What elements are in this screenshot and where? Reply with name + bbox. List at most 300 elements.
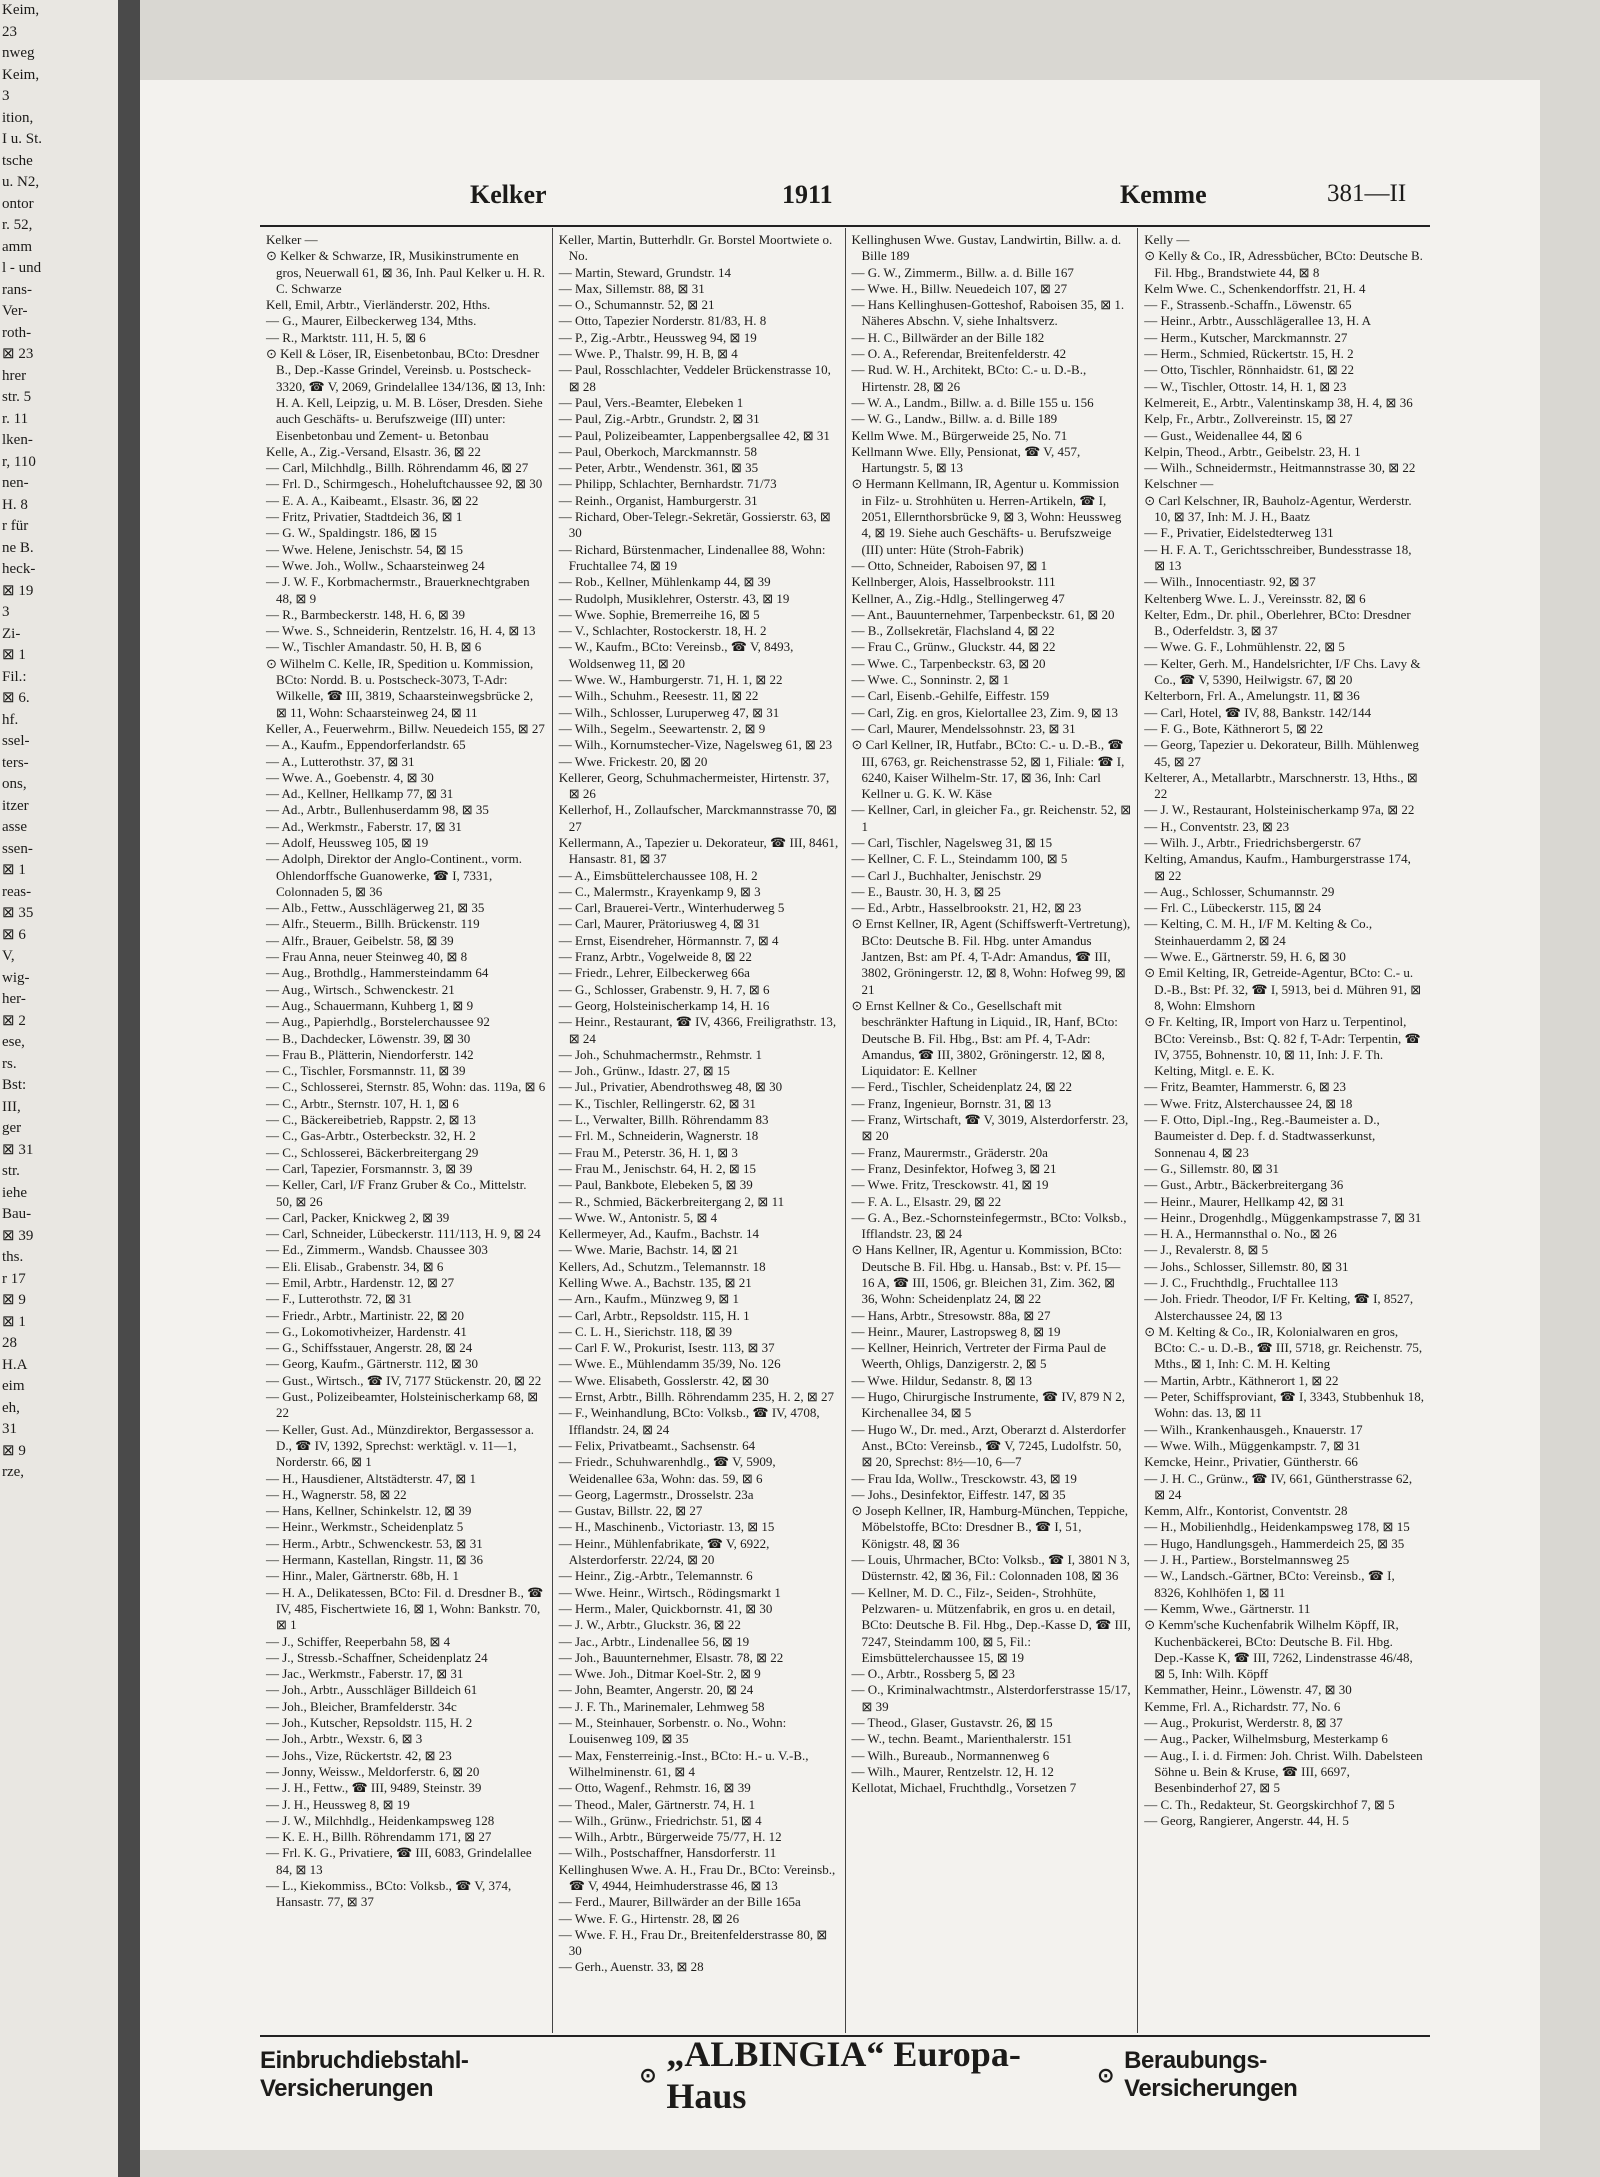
directory-entry: — Hermann, Kastellan, Ringstr. 11, ⊠ 36 bbox=[266, 1552, 483, 1568]
directory-entry: — Carl, Eisenb.-Gehilfe, Eiffestr. 159 bbox=[851, 688, 1050, 704]
directory-entry: — Rudolph, Musiklehrer, Osterstr. 43, ⊠ 19 bbox=[558, 590, 790, 606]
previous-page-fragment: ⊠ 6 bbox=[2, 926, 26, 943]
previous-page-fragment: hrer bbox=[2, 367, 27, 384]
previous-page-fragment: r. 11 bbox=[2, 410, 29, 427]
directory-entry: — Wwe. F. G., Hirtenstr. 28, ⊠ 26 bbox=[558, 1910, 740, 1926]
directory-entry: — Aug., Schlosser, Schumannstr. 29 bbox=[1144, 883, 1335, 899]
previous-page-fragment: 31 bbox=[2, 1421, 17, 1437]
previous-page-fragment: rans- bbox=[2, 281, 32, 298]
directory-entry: — Wwe. C., Sonninstr. 2, ⊠ 1 bbox=[851, 672, 1010, 688]
previous-page-fragment: r, 110 bbox=[2, 453, 36, 470]
previous-page-fragment: lken- bbox=[2, 432, 33, 448]
directory-entry: — Wwe. Fritz, Tresckowstr. 41, ⊠ 19 bbox=[851, 1177, 1049, 1193]
directory-entry: Kelpin, Theod., Arbtr., Geibelstr. 23, H. 1 bbox=[1144, 443, 1361, 459]
directory-entry: — Reinh., Organist, Hamburgerstr. 31 bbox=[558, 492, 758, 508]
previous-page-fragment: H. 8 bbox=[2, 496, 28, 513]
previous-page-strip bbox=[0, 0, 118, 2177]
directory-entry: — Herm., Schmied, Rückertstr. 15, H. 2 bbox=[1144, 346, 1354, 362]
footer-symbol-right: ⊙ bbox=[1097, 2064, 1115, 2087]
footer-right-ad: Beraubungs-Versicherungen bbox=[1124, 2047, 1298, 2102]
directory-entry: — J. W., Restaurant, Holsteinischerkamp 97a, ⊠ 22 bbox=[1144, 802, 1415, 818]
directory-entry: — H., Hausdiener, Altstädterstr. 47, ⊠ 1 bbox=[266, 1470, 477, 1486]
directory-entry: Kellinghusen Wwe. Gustav, Landwirtin, Billw. a. d. Bille 189 bbox=[851, 232, 1122, 264]
directory-entry: Kelter, Edm., Dr. phil., Oberlehrer, BCto: Dresdner B., Oderfeldstr. 3, ⊠ 37 bbox=[1144, 606, 1411, 639]
previous-page-fragment: ⊠ 9 bbox=[2, 1442, 26, 1459]
previous-page-fragment: ssen- bbox=[2, 840, 33, 857]
directory-entry: — Alfr., Steuerm., Billh. Brückenstr. 119 bbox=[266, 916, 480, 932]
column-3 bbox=[846, 228, 1139, 2033]
directory-entry: — J. C., Fruchthdlg., Fruchtallee 113 bbox=[1144, 1275, 1339, 1290]
directory-entry: — Frau M., Peterstr. 36, H. 1, ⊠ 3 bbox=[558, 1144, 738, 1160]
directory-entry: — Philipp, Schlachter, Bernhardstr. 71/73 bbox=[558, 476, 777, 492]
directory-entry: — K. E. H., Billh. Röhrendamm 171, ⊠ 27 bbox=[266, 1829, 492, 1845]
directory-entry: — Gust., Polizeibeamter, Holsteinischerkamp 68, ⊠ 22 bbox=[266, 1389, 539, 1421]
directory-entry: — R., Marktstr. 111, H. 5, ⊠ 6 bbox=[266, 329, 426, 345]
previous-page-fragment: ontor bbox=[2, 195, 34, 212]
directory-entry: — W., Landsch.-Gärtner, BCto: Vereinsb., ☎ I, 8326, Kohlhöfen 1, ⊠ 11 bbox=[1144, 1568, 1395, 1600]
advertisement-footer bbox=[260, 2034, 1430, 2116]
directory-entry: — J., Stressb.-Schaffner, Scheidenplatz 24 bbox=[266, 1649, 488, 1665]
directory-entry: — W. G., Landw., Billw. a. d. Bille 189 bbox=[851, 411, 1058, 427]
directory-entry: — Peter, Arbtr., Wendenstr. 361, ⊠ 35 bbox=[558, 460, 759, 476]
previous-page-fragment: str. 5 bbox=[2, 389, 32, 405]
directory-entry: — Hugo W., Dr. med., Arzt, Oberarzt d. Alsterdorfer Anst., BCto: Vereinsb., ☎ V, 7245, Ludolfstr. 50, ⊠ 20, Sprechst: 8½—10, 6—7 bbox=[851, 1421, 1126, 1470]
directory-entry: — Joh., Bauunternehmer, Elsastr. 78, ⊠ 22 bbox=[558, 1649, 784, 1665]
directory-entry: — Richard, Bürstenmacher, Lindenallee 88, Wohn: Fruchtallee 74, ⊠ 19 bbox=[558, 541, 826, 573]
directory-entry: — Aug., Schauermann, Kuhberg 1, ⊠ 9 bbox=[266, 997, 474, 1013]
previous-page-fragment: rze, bbox=[2, 1464, 25, 1480]
directory-entry: — Richard, Ober-Telegr.-Sekretär, Gossierstr. 63, ⊠ 30 bbox=[558, 509, 831, 541]
directory-entry: — Frl. C., Lübeckerstr. 115, ⊠ 24 bbox=[1144, 900, 1322, 916]
directory-entry: — Aug., Brothdlg., Hammersteindamm 64 bbox=[266, 965, 489, 981]
directory-entry: — John, Beamter, Angerstr. 20, ⊠ 24 bbox=[558, 1682, 754, 1698]
directory-entry: — V., Schlachter, Rostockerstr. 18, H. 2 bbox=[558, 623, 767, 639]
previous-page-fragment: eh, bbox=[2, 1399, 20, 1416]
previous-page-fragment: itzer bbox=[2, 797, 29, 814]
header-last-entry: Kemme bbox=[1120, 180, 1207, 209]
directory-entry: — Paul, Oberkoch, Marckmannstr. 58 bbox=[558, 443, 757, 459]
directory-entry: — Wwe. S., Schneiderin, Rentzelstr. 16, H. 4, ⊠ 13 bbox=[266, 623, 536, 639]
directory-entry: ⊙ Emil Kelting, IR, Getreide-Agentur, BCto: C.- u. D.-B., Bst: Pf. 32, ☎ I, 5913, bei d. Mühren 91, ⊠ 8, Wohn: Elmshorn bbox=[1144, 965, 1422, 1013]
directory-entry: — G. A., Bez.-Schornsteinfegermstr., BCto: Volksb., Ifflandstr. 23, ⊠ 24 bbox=[851, 1209, 1127, 1242]
directory-entry: — Paul, Vers.-Beamter, Elebeken 1 bbox=[558, 394, 744, 410]
directory-entry: — Wwe. Hildur, Sedanstr. 8, ⊠ 13 bbox=[851, 1372, 1033, 1388]
directory-entry: — Heinr., Drogenhdlg., Müggenkampstrasse 7, ⊠ 31 bbox=[1144, 1209, 1422, 1225]
directory-entry: — Hinr., Maler, Gärtnerstr. 68b, H. 1 bbox=[266, 1568, 460, 1584]
directory-entry: — Jonny, Weissw., Meldorferstr. 6, ⊠ 20 bbox=[266, 1763, 480, 1779]
previous-page-fragment: ition, bbox=[2, 109, 34, 126]
directory-entry: — Frau B., Plätterin, Niendorferstr. 142 bbox=[266, 1046, 474, 1062]
footer-center-ad: „ALBINGIA“ Europa-Haus bbox=[666, 2034, 1021, 2116]
directory-entry: — Wwe. Frickestr. 20, ⊠ 20 bbox=[558, 753, 708, 769]
directory-entry: — Kellner, M. D. C., Filz-, Seiden-, Strohhüte, Pelzwaren- u. Mützenfabrik, en gros u. en detail, BCto: Deutsche B. Fil. Hbg., Dep.-Kasse D, ☎ III, 7247, Steindamm 100, ⊠ 5, Fil.: Eimsbüttelerchaussee 15, ⊠ 19 bbox=[851, 1584, 1131, 1665]
directory-entry: — Heinr., Maurer, Hellkamp 42, ⊠ 31 bbox=[1144, 1193, 1345, 1209]
directory-entry: — Johs., Desinfektor, Eiffestr. 147, ⊠ 35 bbox=[851, 1486, 1066, 1502]
directory-entry: — Jul., Privatier, Abendrothsweg 48, ⊠ 30 bbox=[558, 1079, 783, 1095]
directory-entry: — W. A., Landm., Billw. a. d. Bille 155 u. 156 bbox=[851, 394, 1094, 410]
directory-entry: — K., Tischler, Rellingerstr. 62, ⊠ 31 bbox=[558, 1095, 756, 1111]
directory-entry: — Joh., Arbtr., Ausschläger Billdeich 61 bbox=[266, 1682, 478, 1698]
directory-entry: — Friedr., Arbtr., Martinistr. 22, ⊠ 20 bbox=[266, 1307, 464, 1323]
directory-entry: — J. H., Heussweg 8, ⊠ 19 bbox=[266, 1796, 410, 1812]
directory-entry: — Frau Anna, neuer Steinweg 40, ⊠ 8 bbox=[266, 949, 468, 965]
directory-entry: — J. W. F., Korbmachermstr., Brauerknechtgraben 48, ⊠ 9 bbox=[266, 574, 530, 606]
directory-entry: — W., Tischler, Ottostr. 14, H. 1, ⊠ 23 bbox=[1144, 378, 1347, 394]
directory-entry: — Gust., Arbtr., Bäckerbreitergang 36 bbox=[1144, 1177, 1344, 1193]
directory-entry: — Ferd., Maurer, Billwärder an der Bille 165a bbox=[558, 1894, 801, 1910]
directory-entry: — R., Barmbeckerstr. 148, H. 6, ⊠ 39 bbox=[266, 606, 466, 622]
directory-entry: — Johs., Schlosser, Sillemstr. 80, ⊠ 31 bbox=[1144, 1258, 1349, 1274]
directory-entry: — Wwe. Wilh., Müggenkampstr. 7, ⊠ 31 bbox=[1144, 1437, 1361, 1453]
directory-entry: — Max, Sillemstr. 88, ⊠ 31 bbox=[558, 280, 705, 296]
directory-entry: ⊙ Carl Kelschner, IR, Bauholz-Agentur, Werderstr. 10, ⊠ 37, Inh: M. J. H., Baatz bbox=[1144, 492, 1412, 525]
directory-entry: — Franz, Desinfektor, Hofweg 3, ⊠ 21 bbox=[851, 1160, 1057, 1176]
directory-entry: — L., Verwalter, Billh. Röhrendamm 83 bbox=[558, 1112, 769, 1128]
directory-entry: — Frl. K. G., Privatiere, ☎ III, 6083, Grindelallee 84, ⊠ 13 bbox=[266, 1845, 532, 1877]
directory-entry: — O., Kriminalwachtmstr., Alsterdorferstrasse 15/17, ⊠ 39 bbox=[851, 1682, 1131, 1714]
previous-page-fragment: r für bbox=[2, 518, 29, 534]
directory-entry: — Max, Fensterreinig.-Inst., BCto: H.- u. V.-B., Wilhelminenstr. 61, ⊠ 4 bbox=[558, 1747, 809, 1779]
directory-entry: — Wilh., Schuhm., Reesestr. 11, ⊠ 22 bbox=[558, 688, 759, 704]
directory-entry: — Herm., Kutscher, Marckmannstr. 27 bbox=[1144, 329, 1348, 345]
directory-entry: Kelly — bbox=[1144, 232, 1190, 247]
directory-entry: — C., Malermstr., Krayenkamp 9, ⊠ 3 bbox=[558, 883, 761, 899]
directory-entry: — Hans, Kellner, Schinkelstr. 12, ⊠ 39 bbox=[266, 1503, 472, 1519]
directory-entry: — Alb., Fettw., Ausschlägerweg 21, ⊠ 35 bbox=[266, 900, 485, 916]
previous-page-fragment: Keim, bbox=[2, 2, 40, 18]
previous-page-fragment: I u. St. bbox=[2, 131, 43, 147]
previous-page-fragment: III, bbox=[2, 1098, 21, 1115]
directory-entry: — C., Arbtr., Sternstr. 107, H. 1, ⊠ 6 bbox=[266, 1095, 459, 1111]
directory-entry: — Wwe. E., Mühlendamm 35/39, No. 126 bbox=[558, 1356, 781, 1372]
directory-entry: — B., Dachdecker, Löwenstr. 39, ⊠ 30 bbox=[266, 1030, 471, 1046]
previous-page-fragment: Bst: bbox=[2, 1077, 27, 1093]
directory-entry: Kellmann Wwe. Elly, Pensionat, ☎ V, 457, Hartungstr. 5, ⊠ 13 bbox=[851, 443, 1081, 476]
directory-entry: ⊙ Hans Kellner, IR, Agentur u. Kommission, BCto: Deutsche B. Fil. Hbg. u. Hansab., Bst: v. Pf. 15—16 A, ☎ III, 1506, gr. Bleichen 31, Zim. 362, ⊠ 36, Wohn: Scheidenplatz 24, ⊠ 22 bbox=[851, 1242, 1123, 1307]
directory-entry: — Wwe. Helene, Jenischstr. 54, ⊠ 15 bbox=[266, 541, 463, 557]
directory-entry: — Kellner, Carl, in gleicher Fa., gr. Reichenstr. 52, ⊠ 1 bbox=[851, 802, 1132, 834]
directory-entry: Kellm Wwe. M., Bürgerweide 25, No. 71 bbox=[851, 427, 1068, 443]
previous-page-fragment: ⊠ 19 bbox=[2, 582, 34, 599]
directory-entry: — C. L. H., Sierichstr. 118, ⊠ 39 bbox=[558, 1323, 733, 1339]
directory-entry: Kelting, Amandus, Kaufm., Hamburgerstrasse 174, ⊠ 22 bbox=[1144, 851, 1411, 883]
directory-entry: — Carl, Packer, Knickweg 2, ⊠ 39 bbox=[266, 1209, 450, 1225]
page-number: 381—II bbox=[1327, 180, 1407, 207]
previous-page-fragment: ⊠ 23 bbox=[2, 346, 34, 362]
previous-page-fragment: ⊠ 1 bbox=[2, 647, 26, 663]
previous-page-fragment: ons, bbox=[2, 776, 27, 792]
directory-entry: — G., Maurer, Eilbeckerweg 134, Mths. bbox=[266, 313, 477, 329]
directory-entry: — Gust., Wirtsch., ☎ IV, 7177 Stückenstr. 20, ⊠ 22 bbox=[266, 1372, 542, 1388]
directory-entry: — Georg, Kaufm., Gärtnerstr. 112, ⊠ 30 bbox=[266, 1356, 478, 1372]
directory-entry: Kellers, Ad., Schutzm., Telemannstr. 18 bbox=[558, 1258, 766, 1274]
directory-entry: — Wilh., Arbtr., Bürgerweide 75/77, H. 12 bbox=[558, 1829, 782, 1845]
directory-entry: — C., Gas-Arbtr., Osterbeckstr. 32, H. 2 bbox=[266, 1128, 476, 1144]
directory-entry: — Carl, Milchhdlg., Billh. Röhrendamm 46, ⊠ 27 bbox=[266, 460, 529, 476]
directory-entry: — O. A., Referendar, Breitenfelderstr. 42 bbox=[851, 346, 1067, 362]
directory-entry: — Kelting, C. M. H., I/F M. Kelting & Co., Steinhauerdamm 2, ⊠ 24 bbox=[1144, 916, 1373, 948]
directory-entry: — L., Kiekommiss., BCto: Volksb., ☎ V, 374, Hansastr. 77, ⊠ 37 bbox=[266, 1877, 512, 1910]
directory-entry: — M., Steinhauer, Sorbenstr. o. No., Wohn: Louisenweg 109, ⊠ 35 bbox=[558, 1715, 787, 1747]
directory-entry: — Keller, Carl, I/F Franz Gruber & Co., Mittelstr. 50, ⊠ 26 bbox=[266, 1177, 527, 1209]
directory-entry: — Wwe. Joh., Wollw., Schaarsteinweg 24 bbox=[266, 557, 485, 573]
directory-entry: ⊙ Kelly & Co., IR, Adressbücher, BCto: Deutsche B. Fil. Hbg., Brandstwiete 44, ⊠ 8 bbox=[1144, 248, 1423, 280]
directory-entry: — F., Privatier, Eidelstedterweg 131 bbox=[1144, 525, 1334, 541]
directory-entry: — A., Eimsbüttelerchaussee 108, H. 2 bbox=[558, 867, 758, 883]
directory-entry: — Johs., Vize, Rückertstr. 42, ⊠ 23 bbox=[266, 1747, 452, 1763]
footer-left-ad: Einbruchdiebstahl-Versicherungen bbox=[260, 2047, 469, 2102]
directory-entry: — Ed., Arbtr., Hasselbrookstr. 21, H2, ⊠ 23 bbox=[851, 900, 1082, 916]
directory-entry: — Ant., Bauunternehmer, Tarpenbeckstr. 61, ⊠ 20 bbox=[851, 606, 1115, 622]
directory-entry: — F., Lutterothstr. 72, ⊠ 31 bbox=[266, 1291, 412, 1307]
directory-entry: Keltenberg Wwe. L. J., Vereinsstr. 82, ⊠ 6 bbox=[1144, 590, 1366, 606]
directory-entry: — Alfr., Brauer, Geibelstr. 58, ⊠ 39 bbox=[266, 932, 454, 948]
directory-entry: — Keller, Gust. Ad., Münzdirektor, Bergassessor a. D., ☎ IV, 1392, Sprechst: werktägl. v. 11—1, Norderstr. 66, ⊠ 1 bbox=[266, 1421, 535, 1470]
directory-entry: — Ed., Zimmerm., Wandsb. Chaussee 303 bbox=[266, 1242, 488, 1258]
directory-entry: — Carl, Tischler, Nagelsweg 31, ⊠ 15 bbox=[851, 834, 1053, 850]
directory-entry: — O., Schumannstr. 52, ⊠ 21 bbox=[558, 297, 715, 313]
directory-entry: — Franz, Arbtr., Vogelweide 8, ⊠ 22 bbox=[558, 949, 752, 965]
directory-entry: — Carl, Brauerei-Vertr., Winterhuderweg 5 bbox=[558, 900, 785, 916]
directory-entry: — Arn., Kaufm., Münzweg 9, ⊠ 1 bbox=[558, 1291, 739, 1307]
directory-entry: — Heinr., Werkmstr., Scheidenplatz 5 bbox=[266, 1519, 464, 1535]
directory-entry: Kemcke, Heinr., Privatier, Güntherstr. 66 bbox=[1144, 1454, 1358, 1470]
directory-entry: — Carl, Tapezier, Forsmannstr. 3, ⊠ 39 bbox=[266, 1160, 473, 1176]
directory-entry: — E. A. A., Kaibeamt., Elsastr. 36, ⊠ 22 bbox=[266, 492, 479, 508]
previous-page-fragment: amm bbox=[2, 238, 32, 255]
directory-entry: — J. W., Milchhdlg., Heidenkampsweg 128 bbox=[266, 1812, 495, 1828]
directory-entry: — Wwe. Fritz, Alsterchaussee 24, ⊠ 18 bbox=[1144, 1095, 1353, 1111]
directory-entry: — Fritz, Beamter, Hammerstr. 6, ⊠ 23 bbox=[1144, 1079, 1346, 1095]
directory-entry: — Wwe. C., Tarpenbeckstr. 63, ⊠ 20 bbox=[851, 655, 1046, 671]
directory-entry: — Carl, Maurer, Prätoriusweg 4, ⊠ 31 bbox=[558, 916, 761, 932]
directory-entry: ⊙ Carl Kellner, IR, Hutfabr., BCto: C.- u. D.-B., ☎ III, 6763, gr. Reichenstrasse 52, ⊠ 1, Filiale: ☎ I, 6240, Kaiser Wilhelm-Str. 17, ⊠ 36, Inh: Carl Kellner u. G. K. W. Käse bbox=[851, 737, 1125, 802]
directory-entry: — Wilh., Grünw., Friedrichstr. 51, ⊠ 4 bbox=[558, 1812, 762, 1828]
directory-entry: — Frau Ida, Wollw., Tresckowstr. 43, ⊠ 19 bbox=[851, 1470, 1077, 1486]
previous-page-fragment: H.A bbox=[2, 1356, 28, 1373]
directory-entry: — Wwe. A., Goebenstr. 4, ⊠ 30 bbox=[266, 769, 434, 785]
directory-entry: Kelp, Fr., Arbtr., Zollvereinstr. 15, ⊠ 27 bbox=[1144, 411, 1353, 427]
directory-entry: — G. W., Zimmerm., Billw. a. d. Bille 167 bbox=[851, 264, 1074, 280]
directory-entry: — Ferd., Tischler, Scheidenplatz 24, ⊠ 22 bbox=[851, 1079, 1073, 1095]
directory-entry: Keller, Martin, Butterhdlr. Gr. Borstel Moortwiete o. No. bbox=[558, 232, 833, 264]
directory-entry: — Rob., Kellner, Mühlenkamp 44, ⊠ 39 bbox=[558, 574, 771, 590]
directory-entry: — Aug., I. i. d. Firmen: Joh. Christ. Wilh. Dabelsteen Söhne u. Bein & Kruse, ☎ III, 6697, Besenbinderhof 27, ⊠ 5 bbox=[1144, 1747, 1423, 1796]
directory-entry: Kelling Wwe. A., Bachstr. 135, ⊠ 21 bbox=[558, 1275, 752, 1290]
directory-entry: — Georg, Rangierer, Angerstr. 44, H. 5 bbox=[1144, 1812, 1349, 1828]
directory-entry: ⊙ Ernst Kellner, IR, Agent (Schiffswerft-Vertretung), BCto: Deutsche B. Fil. Hbg. unter Amandus Jantzen, Bst: am Pf. 4, T-Adr: Amandus, ☎ III, 3802, Gröningerstr. 12, ⊠ 8, Wohn: Hofweg 99, ⊠ 21 bbox=[851, 916, 1131, 997]
directory-entry: — Hugo, Chirurgische Instrumente, ☎ IV, 879 N 2, Kirchenallee 34, ⊠ 5 bbox=[851, 1389, 1126, 1421]
previous-page-fragment: u. N2, bbox=[2, 174, 40, 190]
directory-entry: Kellnberger, Alois, Hasselbrookstr. 111 bbox=[851, 574, 1056, 590]
directory-entry: ⊙ Wilhelm C. Kelle, IR, Spedition u. Kommission, BCto: Nordd. B. u. Postscheck-3073, T-Adr: Wilkelle, ☎ III, 3819, Schaarsteinwegsbrücke 2, ⊠ 11, Wohn: Schaarsteinweg 24, ⊠ 11 bbox=[266, 655, 534, 720]
directory-entry: — Friedr., Schuhwarenhdlg., ☎ V, 5909, Weidenallee 63a, Wohn: das. 59, ⊠ 6 bbox=[558, 1454, 776, 1486]
directory-entry: — Wilh., Kornumstecher-Vize, Nagelsweg 61, ⊠ 23 bbox=[558, 737, 833, 753]
directory-entry: — Wwe. W., Antonistr. 5, ⊠ 4 bbox=[558, 1209, 718, 1225]
previous-page-fragment: rs. bbox=[2, 1055, 17, 1072]
previous-page-fragment: heck- bbox=[2, 561, 36, 577]
directory-entry: — A., Kaufm., Eppendorferlandstr. 65 bbox=[266, 737, 466, 753]
column-1 bbox=[260, 228, 553, 2033]
previous-page-fragment: ⊠ 2 bbox=[2, 1012, 26, 1029]
directory-entry: — Joh., Grünw., Idastr. 27, ⊠ 15 bbox=[558, 1063, 730, 1079]
previous-page-fragment: ne B. bbox=[2, 539, 34, 556]
directory-entry: — J., Schiffer, Reeperbahn 58, ⊠ 4 bbox=[266, 1633, 451, 1649]
directory-entry: — Wilh., Maurer, Rentzelstr. 12, H. 12 bbox=[851, 1763, 1054, 1779]
directory-entry: Kellotat, Michael, Fruchthdlg., Vorsetzen 7 bbox=[851, 1780, 1077, 1796]
directory-entry: — Kellner, Heinrich, Vertreter der Firma Paul de Weerth, Ohligs, Danzigerstr. 2, ⊠ 5 bbox=[851, 1340, 1106, 1372]
previous-page-fragment: V, bbox=[2, 948, 15, 964]
directory-entry: — P., Zig.-Arbtr., Heussweg 94, ⊠ 19 bbox=[558, 329, 757, 345]
directory-entry: — Rud. W. H., Architekt, BCto: C.- u. D.-B., Hirtenstr. 28, ⊠ 26 bbox=[851, 362, 1087, 394]
directory-entry: — Friedr., Lehrer, Eilbeckerweg 66a bbox=[558, 965, 750, 981]
directory-entry: — C., Schlosserei, Bäckerbreitergang 29 bbox=[266, 1144, 479, 1160]
directory-entry: — H., Mobilienhdlg., Heidenkampsweg 178, ⊠ 15 bbox=[1144, 1519, 1410, 1535]
directory-entry: Kemm, Alfr., Kontorist, Conventstr. 28 bbox=[1144, 1503, 1348, 1519]
previous-page-fragment: r. 52, bbox=[2, 217, 33, 233]
previous-page-fragment: ese, bbox=[2, 1034, 25, 1050]
directory-entry: — Theod., Maler, Gärtnerstr. 74, H. 1 bbox=[558, 1796, 756, 1812]
previous-page-fragment: 23 bbox=[2, 23, 17, 40]
directory-entry: — Wwe. P., Thalstr. 99, H. B, ⊠ 4 bbox=[558, 346, 738, 362]
directory-entry: — Wilh., Schneidermstr., Heitmannstrasse 30, ⊠ 22 bbox=[1144, 460, 1416, 476]
directory-entry: — Heinr., Maurer, Lastropsweg 8, ⊠ 19 bbox=[851, 1323, 1061, 1339]
directory-entry: — Georg, Tapezier u. Dekorateur, Billh. Mühlenweg 45, ⊠ 27 bbox=[1144, 737, 1419, 769]
directory-entry: Kellermann, A., Tapezier u. Dekorateur, ☎ III, 8461, Hansastr. 81, ⊠ 37 bbox=[558, 834, 839, 867]
directory-entry: — H. A., Hermannsthal o. No., ⊠ 26 bbox=[1144, 1226, 1337, 1242]
directory-entry: — Wilh., Schlosser, Luruperweg 47, ⊠ 31 bbox=[558, 704, 780, 720]
directory-entry: — H. C., Billwärder an der Bille 182 bbox=[851, 329, 1045, 345]
directory-entry: — Wwe. Sophie, Bremerreihe 16, ⊠ 5 bbox=[558, 606, 760, 622]
directory-entry: — Wilh. J., Arbtr., Friedrichsbergerstr. 67 bbox=[1144, 834, 1361, 850]
directory-entry: — Carl, Zig. en gros, Kielortallee 23, Zim. 9, ⊠ 13 bbox=[851, 704, 1119, 720]
directory-entry: Kellerhof, H., Zollaufscher, Marckmannstrasse 70, ⊠ 27 bbox=[558, 802, 837, 834]
directory-entry: — Otto, Wagenf., Rehmstr. 16, ⊠ 39 bbox=[558, 1780, 751, 1796]
previous-page-fragment: 3 bbox=[2, 88, 10, 104]
directory-entry: — Otto, Tapezier Norderstr. 81/83, H. 8 bbox=[558, 313, 767, 329]
directory-entry: Kemmather, Heinr., Löwenstr. 47, ⊠ 30 bbox=[1144, 1682, 1352, 1698]
directory-entry: — G., Lokomotivheizer, Hardenstr. 41 bbox=[266, 1323, 467, 1339]
directory-entry: — Aug., Wirtsch., Schwenckestr. 21 bbox=[266, 981, 455, 997]
directory-entry: Kellner, A., Zig.-Hdlg., Stellingerweg 47 bbox=[851, 590, 1065, 606]
directory-entry: ⊙ Hermann Kellmann, IR, Agentur u. Kommission in Filz- u. Strohhüten u. Herren-Artikeln, ☎ I, 2051, Ellernthorsbrücke 9, ⊠ 3, Wohn: Heussweg 4, ⊠ 19. Siehe auch Geschäfts- u. Berufszweige (III) unter: Hüte (Stroh-Fabrik) bbox=[851, 476, 1122, 557]
directory-entry: — Wwe. Marie, Bachstr. 14, ⊠ 21 bbox=[558, 1242, 739, 1258]
previous-page-fragment: ⊠ 9 bbox=[2, 1292, 26, 1308]
directory-entry: — W., Tischler Amandastr. 50, H. B, ⊠ 6 bbox=[266, 639, 482, 655]
directory-entry: ⊙ M. Kelting & Co., IR, Kolonialwaren en gros, BCto: C.- u. D.-B., ☎ III, 5718, gr. Reichenstr. 75, Mths., ⊠ 1, Inh: C. M. H. Kelting bbox=[1144, 1323, 1423, 1372]
directory-entry: — Hans, Arbtr., Stresowstr. 88a, ⊠ 27 bbox=[851, 1307, 1051, 1323]
directory-entry: — J. F. Th., Marinemaler, Lehmweg 58 bbox=[558, 1698, 765, 1714]
directory-entry: — Paul, Zig.-Arbtr., Grundstr. 2, ⊠ 31 bbox=[558, 411, 760, 427]
directory-entry: — C., Bäckereibetrieb, Rappstr. 2, ⊠ 13 bbox=[266, 1112, 476, 1128]
directory-columns bbox=[260, 228, 1430, 2033]
directory-entry: — J. H., Fettw., ☎ III, 9489, Steinstr. 39 bbox=[266, 1780, 482, 1796]
directory-entry: — Kellner, C. F. L., Steindamm 100, ⊠ 5 bbox=[851, 851, 1068, 867]
directory-entry: — H., Maschinenb., Victoriastr. 13, ⊠ 15 bbox=[558, 1519, 775, 1535]
directory-entry: — Wilh., Postschaffner, Hansdorferstr. 11 bbox=[558, 1845, 777, 1861]
directory-entry: — B., Zollsekretär, Flachsland 4, ⊠ 22 bbox=[851, 623, 1055, 639]
directory-entry: — Frau C., Grünw., Gluckstr. 44, ⊠ 22 bbox=[851, 639, 1056, 655]
directory-entry: — Carl, Arbtr., Repsoldstr. 115, H. 1 bbox=[558, 1307, 750, 1323]
previous-page-fragment: ssel- bbox=[2, 733, 30, 749]
directory-entry: — Herm., Maler, Quickbornstr. 41, ⊠ 30 bbox=[558, 1600, 773, 1616]
directory-entry: — Kemm, Wwe., Gärtnerstr. 11 bbox=[1144, 1600, 1311, 1616]
header-year: 1911 bbox=[782, 180, 833, 209]
directory-entry: — Peter, Schiffsproviant, ☎ I, 3343, Stubbenhuk 18, Wohn: das. 13, ⊠ 11 bbox=[1144, 1389, 1424, 1421]
directory-entry: — Georg, Holsteinischerkamp 14, H. 16 bbox=[558, 997, 770, 1013]
directory-entry: — G., Schiffsstauer, Angerstr. 28, ⊠ 24 bbox=[266, 1340, 473, 1356]
directory-entry: — Otto, Schneider, Raboisen 97, ⊠ 1 bbox=[851, 557, 1048, 573]
previous-page-fragment: 28 bbox=[2, 1335, 17, 1351]
directory-entry: — F., Strassenb.-Schaffn., Löwenstr. 65 bbox=[1144, 297, 1352, 313]
previous-page-fragment: ters- bbox=[2, 754, 29, 771]
previous-page-fragment: Bau- bbox=[2, 1206, 32, 1222]
directory-entry: — Wwe. Elisabeth, Gosslerstr. 42, ⊠ 30 bbox=[558, 1372, 769, 1388]
directory-entry: — G. W., Spaldingstr. 186, ⊠ 15 bbox=[266, 525, 437, 541]
directory-entry: Kelle, A., Zig.-Versand, Elsastr. 36, ⊠ 22 bbox=[266, 443, 481, 459]
directory-entry: — Martin, Arbtr., Käthnerort 1, ⊠ 22 bbox=[1144, 1372, 1339, 1388]
directory-entry: — Wwe. W., Hamburgerstr. 71, H. 1, ⊠ 22 bbox=[558, 672, 783, 688]
directory-entry: — Louis, Uhrmacher, BCto: Volksb., ☎ I, 3801 N 3, Düsternstr. 42, ⊠ 36, Fil.: Colonnaden 108, ⊠ 36 bbox=[851, 1552, 1130, 1584]
directory-entry: — Otto, Tischler, Rönnhaidstr. 61, ⊠ 22 bbox=[1144, 362, 1354, 378]
directory-entry: — Kelter, Gerh. M., Handelsrichter, I/F Chs. Lavy & Co., ☎ V, 5390, Heilwigstr. 67, ⊠ 20 bbox=[1144, 655, 1421, 688]
directory-entry: — Gustav, Billstr. 22, ⊠ 27 bbox=[558, 1503, 703, 1519]
directory-entry: — Franz, Wirtschaft, ☎ V, 3019, Alsterdorferstr. 23, ⊠ 20 bbox=[851, 1112, 1129, 1144]
directory-entry: Kelterer, A., Metallarbtr., Marschnerstr. 13, Hths., ⊠ 22 bbox=[1144, 769, 1418, 802]
directory-entry: Kelterborn, Frl. A., Amelungstr. 11, ⊠ 36 bbox=[1144, 688, 1360, 704]
directory-entry: — H., Wagnerstr. 58, ⊠ 22 bbox=[266, 1486, 407, 1502]
directory-entry: — Martin, Steward, Grundstr. 14 bbox=[558, 264, 731, 280]
directory-entry: Kellerer, Georg, Schuhmachermeister, Hirtenstr. 37, ⊠ 26 bbox=[558, 769, 830, 802]
directory-entry: — Wwe. G. F., Lohmühlenstr. 22, ⊠ 5 bbox=[1144, 639, 1345, 655]
directory-entry: — Herm., Arbtr., Schwenckestr. 53, ⊠ 31 bbox=[266, 1535, 483, 1551]
previous-page-fragment: Keim, bbox=[2, 66, 40, 83]
previous-page-fragment: ⊠ 31 bbox=[2, 1141, 34, 1158]
directory-entry: — J., Revalerstr. 8, ⊠ 5 bbox=[1144, 1242, 1269, 1258]
directory-entry: — Aug., Prokurist, Werderstr. 8, ⊠ 37 bbox=[1144, 1715, 1343, 1731]
directory-entry: Kelker — bbox=[266, 232, 318, 247]
directory-entry: — Paul, Rosschlachter, Veddeler Brückenstrasse 10, ⊠ 28 bbox=[558, 362, 831, 394]
previous-page-fragment: wig- bbox=[2, 969, 30, 986]
previous-page-fragment: tsche bbox=[2, 152, 33, 169]
directory-entry: — J. H., Partiew., Borstelmannsweg 25 bbox=[1144, 1552, 1350, 1568]
footer-symbol-left: ⊙ bbox=[639, 2064, 657, 2087]
directory-entry: — Ernst, Eisendreher, Hörmannstr. 7, ⊠ 4 bbox=[558, 932, 779, 948]
previous-page-fragment: iehe bbox=[2, 1184, 27, 1201]
directory-entry: — Jac., Arbtr., Lindenallee 56, ⊠ 19 bbox=[558, 1633, 750, 1649]
directory-entry: — W., Kaufm., BCto: Vereinsb., ☎ V, 8493, Woldsenweg 11, ⊠ 20 bbox=[558, 639, 794, 671]
previous-page-fragment: 3 bbox=[2, 604, 10, 620]
previous-page-fragment: asse bbox=[2, 819, 27, 835]
directory-entry: — Joh., Schuhmachermstr., Rehmstr. 1 bbox=[558, 1046, 763, 1062]
directory-entry: — G., Schlosser, Grabenstr. 9, H. 7, ⊠ 6 bbox=[558, 981, 770, 997]
directory-entry: — Frau M., Jenischstr. 64, H. 2, ⊠ 15 bbox=[558, 1160, 756, 1176]
directory-entry: — Heinr., Zig.-Arbtr., Telemannstr. 6 bbox=[558, 1568, 753, 1584]
directory-entry: Kelm Wwe. C., Schenkendorffstr. 21, H. 4 bbox=[1144, 280, 1366, 296]
directory-entry: — Franz, Ingenieur, Bornstr. 31, ⊠ 13 bbox=[851, 1095, 1052, 1111]
directory-entry: — Ad., Werkmstr., Faberstr. 17, ⊠ 31 bbox=[266, 818, 462, 834]
directory-entry: Kelschner — bbox=[1144, 476, 1214, 492]
directory-entry: ⊙ Kelker & Schwarze, IR, Musikinstrumente en gros, Neuerwall 61, ⊠ 36, Inh. Paul Kelker u. H. R. C. Schwarze bbox=[266, 248, 546, 296]
directory-entry: — F. G., Bote, Käthnerort 5, ⊠ 22 bbox=[1144, 720, 1324, 736]
directory-entry: — Paul, Bankbote, Elebeken 5, ⊠ 39 bbox=[558, 1177, 753, 1193]
directory-entry: ⊙ Joseph Kellner, IR, Hamburg-München, Teppiche, Möbelstoffe, BCto: Dresdner B., ☎ I, 51, Königstr. 48, ⊠ 36 bbox=[851, 1503, 1129, 1551]
directory-entry: — Adolf, Heussweg 105, ⊠ 19 bbox=[266, 834, 429, 850]
directory-entry: Keller, A., Feuerwehrm., Billw. Neuedeich 155, ⊠ 27 bbox=[266, 720, 545, 736]
directory-entry: — Wilh., Bureaub., Normannenweg 6 bbox=[851, 1747, 1050, 1763]
directory-entry: — J. H. C., Grünw., ☎ IV, 661, Güntherstrasse 62, ⊠ 24 bbox=[1144, 1470, 1413, 1502]
directory-entry: — Hans Kellinghusen-Gotteshof, Raboisen 35, ⊠ 1. Näheres Abschn. V, siehe Inhaltsverz. bbox=[851, 297, 1125, 329]
